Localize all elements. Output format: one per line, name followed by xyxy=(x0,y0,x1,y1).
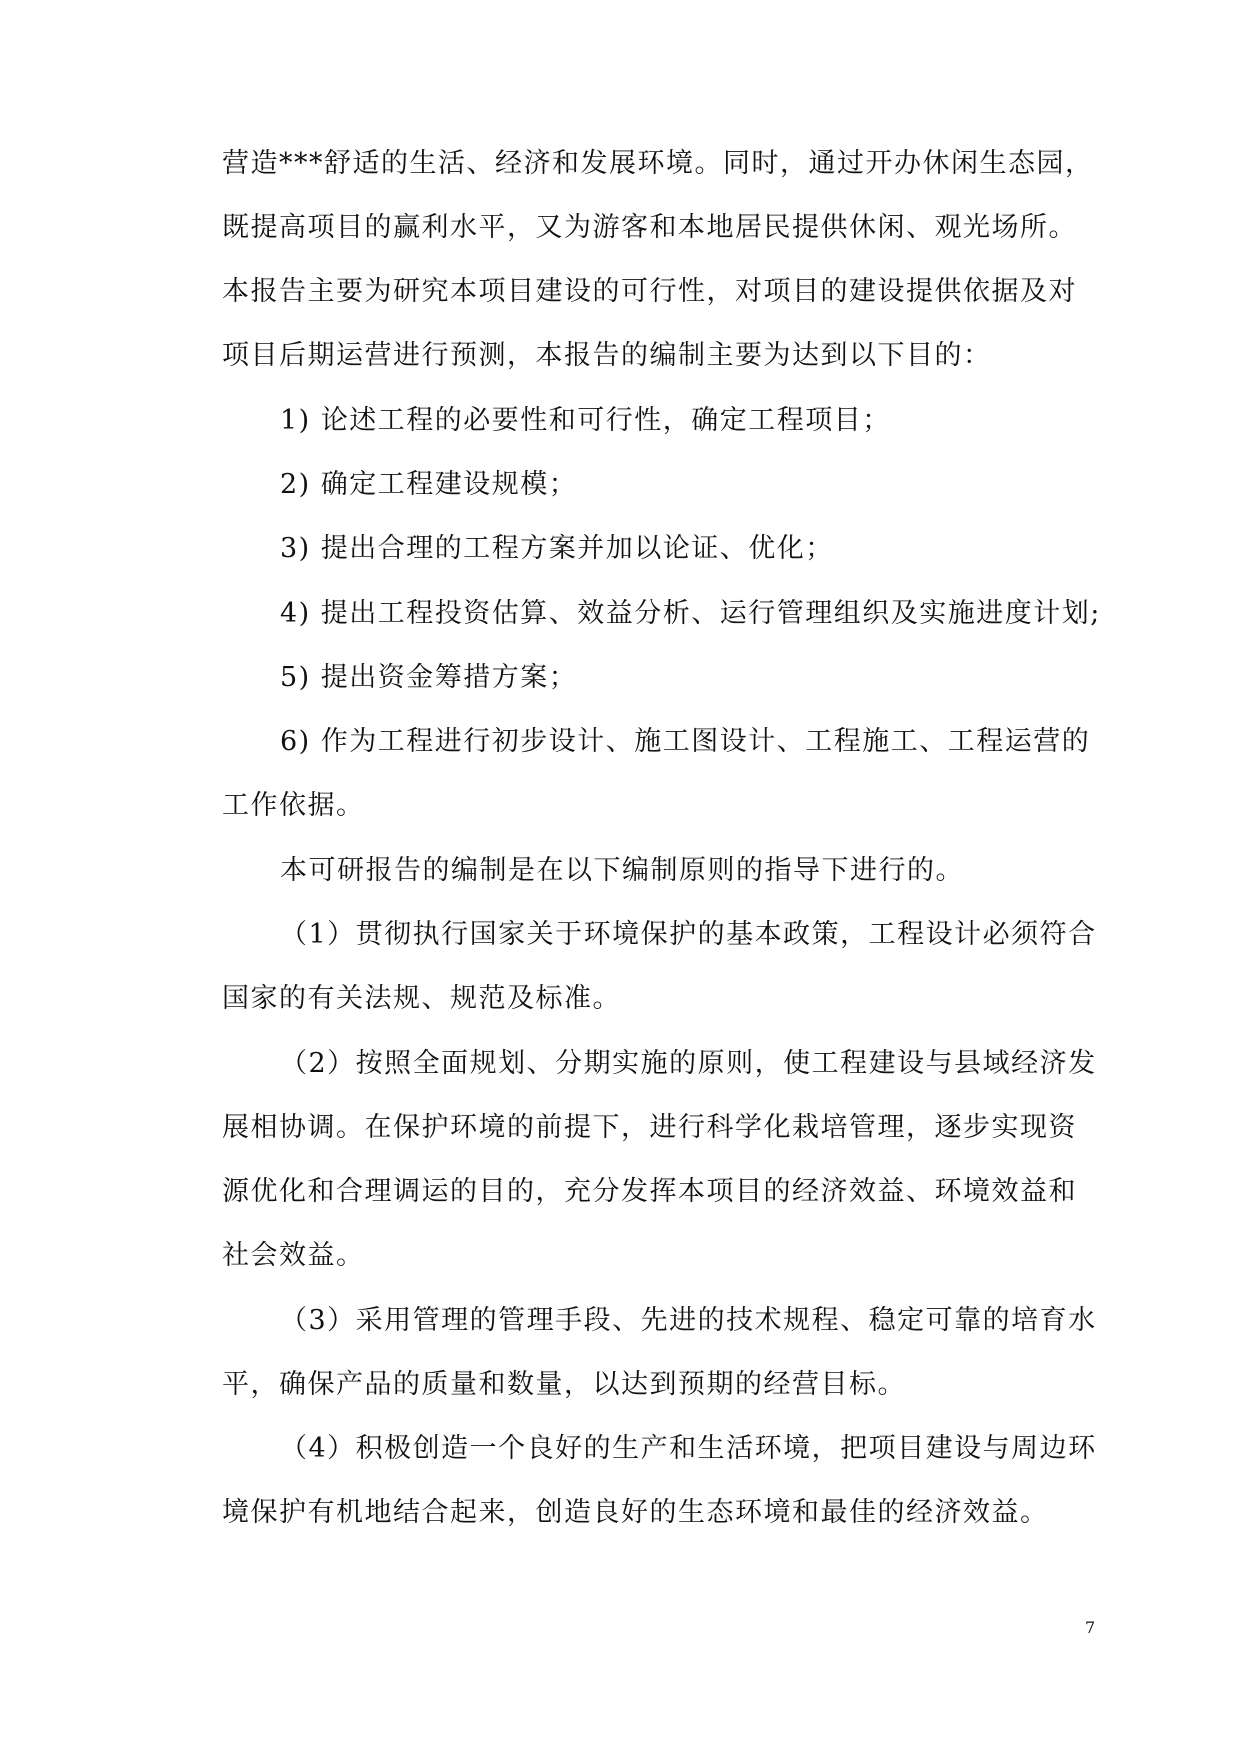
text-line: 本报告主要为研究本项目建设的可行性，对项目的建设提供依据及对 xyxy=(222,276,1077,307)
text-line: 工作依据。 xyxy=(222,790,365,821)
text-line: 国家的有关法规、规范及标准。 xyxy=(222,983,621,1014)
text-line: 平，确保产品的质量和数量，以达到预期的经营目标。 xyxy=(222,1369,906,1400)
text-line: 展相协调。在保护环境的前提下，进行科学化栽培管理，逐步实现资 xyxy=(222,1112,1077,1143)
principle-item: （2）按照全面规划、分期实施的原则，使工程建设与县域经济发 xyxy=(280,1048,1097,1079)
principle-item: （4）积极创造一个良好的生产和生活环境，把项目建设与周边环 xyxy=(280,1433,1097,1464)
list-item: 2) 确定工程建设规模； xyxy=(280,469,578,500)
text-line: 项目后期运营进行预测，本报告的编制主要为达到以下目的： xyxy=(222,340,992,371)
list-item: 1) 论述工程的必要性和可行性，确定工程项目； xyxy=(280,405,891,436)
text-line: 既提高项目的赢利水平，又为游客和本地居民提供休闲、观光场所。 xyxy=(222,212,1077,243)
list-item: 5) 提出资金筹措方案； xyxy=(280,662,578,693)
list-item: 3) 提出合理的工程方案并加以论证、优化； xyxy=(280,533,834,564)
principle-item: （3）采用管理的管理手段、先进的技术规程、稳定可靠的培育水 xyxy=(280,1305,1097,1336)
text-line: 境保护有机地结合起来，创造良好的生态环境和最佳的经济效益。 xyxy=(222,1497,1049,1528)
text-line: 社会效益。 xyxy=(222,1240,365,1271)
list-item: 4) 提出工程投资估算、效益分析、运行管理组织及实施进度计划; xyxy=(280,598,1101,629)
list-item: 6) 作为工程进行初步设计、施工图设计、工程施工、工程运营的 xyxy=(280,726,1091,757)
text-line: 营造***舒适的生活、经济和发展环境。同时，通过开办休闲生态园， xyxy=(222,148,1094,179)
principle-item: （1）贯彻执行国家关于环境保护的基本政策，工程设计必须符合 xyxy=(280,919,1097,950)
text-line: 源优化和合理调运的目的，充分发挥本项目的经济效益、环境效益和 xyxy=(222,1176,1077,1207)
paragraph-start: 本可研报告的编制是在以下编制原则的指导下进行的。 xyxy=(280,855,964,886)
page-number: 7 xyxy=(1085,1618,1096,1637)
